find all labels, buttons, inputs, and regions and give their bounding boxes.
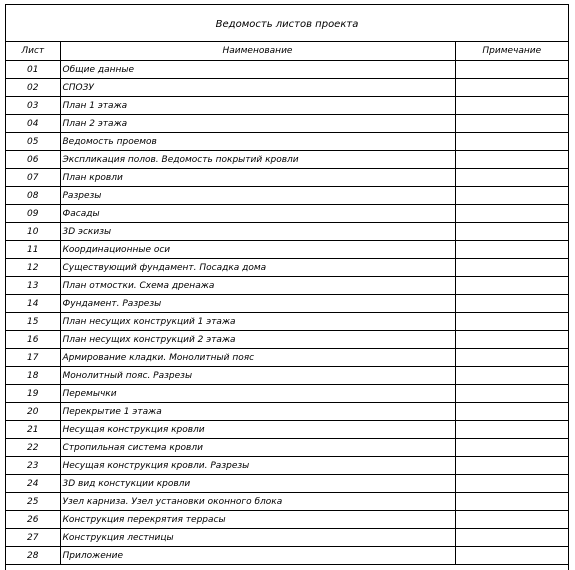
sheet-list-table — [6, 41, 568, 565]
sheet-name-cell: Общие данные — [60, 61, 455, 79]
sheet-name-cell: Конструкция перекрятия террасы — [60, 511, 455, 529]
table-row — [6, 97, 568, 115]
sheet-note-cell — [455, 151, 568, 169]
table-row — [6, 133, 568, 151]
sheet-note-cell — [455, 457, 568, 475]
table-row — [6, 61, 568, 79]
table-row — [6, 475, 568, 493]
table-row — [6, 295, 568, 313]
sheet-number-cell: 02 — [6, 79, 60, 97]
table-row — [6, 259, 568, 277]
table-row — [6, 493, 568, 511]
sheet-name-cell: 3D вид констукции кровли — [60, 475, 455, 493]
sheet-number-cell: 25 — [6, 493, 60, 511]
sheet-note-cell — [455, 97, 568, 115]
sheet-name-cell: Армирование кладки. Монолитный пояс — [60, 349, 455, 367]
sheet-name-cell: Существующий фундамент. Посадка дома — [60, 259, 455, 277]
sheet-name-cell: План 2 этажа — [60, 115, 455, 133]
table-row — [6, 187, 568, 205]
sheet-name-cell: План отмостки. Схема дренажа — [60, 277, 455, 295]
sheet-note-cell — [455, 277, 568, 295]
sheet-note-cell — [455, 403, 568, 421]
table-row — [6, 511, 568, 529]
table-row — [6, 79, 568, 97]
sheet-number-cell: 13 — [6, 277, 60, 295]
sheet-note-cell — [455, 259, 568, 277]
sheet-name-cell: Перекрытие 1 этажа — [60, 403, 455, 421]
sheet-number-cell: 10 — [6, 223, 60, 241]
sheet-number-cell: 07 — [6, 169, 60, 187]
table-row — [6, 313, 568, 331]
sheet-note-cell — [455, 439, 568, 457]
sheet-name-cell: Узел карниза. Узел установки оконного блока — [60, 493, 455, 511]
sheet-number-cell: 23 — [6, 457, 60, 475]
sheet-number-cell: 21 — [6, 421, 60, 439]
sheet-note-cell — [455, 529, 568, 547]
sheet-name-cell: План несущих конструкций 1 этажа — [60, 313, 455, 331]
sheet-name-cell: Фасады — [60, 205, 455, 223]
sheet-number-cell: 17 — [6, 349, 60, 367]
sheet-note-cell — [455, 511, 568, 529]
sheet-note-cell — [455, 385, 568, 403]
sheet-name-cell: Несущая конструкция кровли — [60, 421, 455, 439]
sheet-note-cell — [455, 133, 568, 151]
table-row — [6, 241, 568, 259]
column-header-name: Наименование — [60, 42, 455, 61]
column-header-sheet: Лист — [6, 42, 60, 61]
sheet-name-cell: Фундамент. Разрезы — [60, 295, 455, 313]
sheet-note-cell — [455, 331, 568, 349]
sheet-number-cell: 08 — [6, 187, 60, 205]
sheet-number-cell: 19 — [6, 385, 60, 403]
sheet-number-cell: 11 — [6, 241, 60, 259]
sheet-name-cell: Координационные оси — [60, 241, 455, 259]
sheet-number-cell: 26 — [6, 511, 60, 529]
sheet-register — [5, 4, 569, 570]
table-header-row — [6, 42, 568, 61]
sheet-note-cell — [455, 493, 568, 511]
table-row — [6, 277, 568, 295]
sheet-note-cell — [455, 187, 568, 205]
table-row — [6, 151, 568, 169]
sheet-number-cell: 22 — [6, 439, 60, 457]
sheet-name-cell: Ведомость проемов — [60, 133, 455, 151]
sheet-note-cell — [455, 349, 568, 367]
sheet-note-cell — [455, 79, 568, 97]
sheet-note-cell — [455, 241, 568, 259]
sheet-number-cell: 05 — [6, 133, 60, 151]
column-header-note: Примечание — [455, 42, 568, 61]
sheet-note-cell — [455, 547, 568, 565]
table-row — [6, 367, 568, 385]
sheet-note-cell — [455, 367, 568, 385]
table-row — [6, 385, 568, 403]
sheet-name-cell: Несущая конструкция кровли. Разрезы — [60, 457, 455, 475]
table-row — [6, 457, 568, 475]
sheet-number-cell: 16 — [6, 331, 60, 349]
sheet-name-cell: Перемычки — [60, 385, 455, 403]
sheet-name-cell: 3D эскизы — [60, 223, 455, 241]
sheet-number-cell: 06 — [6, 151, 60, 169]
sheet-number-cell: 18 — [6, 367, 60, 385]
table-row — [6, 115, 568, 133]
table-row — [6, 205, 568, 223]
table-row — [6, 331, 568, 349]
sheet-name-cell: Монолитный пояс. Разрезы — [60, 367, 455, 385]
table-row — [6, 223, 568, 241]
sheet-name-cell: Стропильная система кровли — [60, 439, 455, 457]
sheet-name-cell: Приложение — [60, 547, 455, 565]
table-row — [6, 439, 568, 457]
table-row — [6, 529, 568, 547]
sheet-number-cell: 12 — [6, 259, 60, 277]
sheet-note-cell — [455, 475, 568, 493]
sheet-name-cell: Конструкция лестницы — [60, 529, 455, 547]
sheet-number-cell: 03 — [6, 97, 60, 115]
sheet-number-cell: 15 — [6, 313, 60, 331]
table-row — [6, 349, 568, 367]
table-row — [6, 169, 568, 187]
sheet-note-cell — [455, 205, 568, 223]
table-row — [6, 547, 568, 565]
sheet-note-cell — [455, 295, 568, 313]
sheet-note-cell — [455, 115, 568, 133]
sheet-number-cell: 20 — [6, 403, 60, 421]
table-row — [6, 403, 568, 421]
sheet-name-cell: План несущих конструкций 2 этажа — [60, 331, 455, 349]
sheet-number-cell: 04 — [6, 115, 60, 133]
page-title: Ведомость листов проекта — [215, 19, 359, 30]
sheet-note-cell — [455, 313, 568, 331]
sheet-name-cell: СПОЗУ — [60, 79, 455, 97]
sheet-name-cell: План 1 этажа — [60, 97, 455, 115]
sheet-number-cell: 01 — [6, 61, 60, 79]
sheet-note-cell — [455, 61, 568, 79]
sheet-number-cell: 14 — [6, 295, 60, 313]
sheet-note-cell — [455, 169, 568, 187]
sheet-note-cell — [455, 421, 568, 439]
sheet-number-cell: 28 — [6, 547, 60, 565]
sheet-name-cell: План кровли — [60, 169, 455, 187]
sheet-number-cell: 09 — [6, 205, 60, 223]
sheet-name-cell: Разрезы — [60, 187, 455, 205]
sheet-number-cell: 27 — [6, 529, 60, 547]
sheet-note-cell — [455, 223, 568, 241]
table-row — [6, 421, 568, 439]
sheet-number-cell: 24 — [6, 475, 60, 493]
sheet-name-cell: Экспликация полов. Ведомость покрытий кровли — [60, 151, 455, 169]
